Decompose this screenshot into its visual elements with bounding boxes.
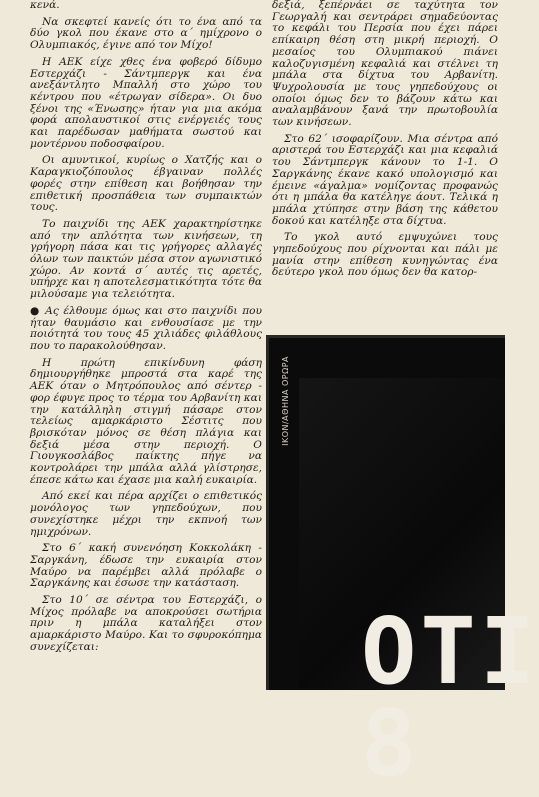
article-column-left — [30, 0, 262, 687]
article-paragraph: Να σκεφτεί κανείς ότι το ένα από τα δύο γκολ που έκανε στο α΄ ημίχρονο ο Ολυμπιακός, έγινε από τον Μίχο! — [30, 15, 262, 52]
article-paragraph: Το παιχνίδι της ΑΕΚ χαρακτηρίστηκε από την απλότητα των κινήσεων, τη γρήγορη πάσα και τις γρήγορες αλλαγές όλων των παικτών μέσα στον αγωνιστικό χώρο. Αν κοντά σ΄ αυτές τις αρετές, υπήρχε και η αποτελεσματικότητα τότε θα μιλούσαμε για τελειότητα. — [30, 217, 262, 301]
article-paragraph: Η ΑΕΚ είχε χθες ένα φοβερό δίδυμο Εστερχάζι - Σάντμπεργκ και ένα ανεξάντλητο Μπαλλή στο χώρο του κέντρου που «έτρωγαν σίδερα». Οι δυο ξένοι της «Ένωσης» ήταν για μια ακόμα φορά απολαυστικοί στις ενέργειές τους και παρέδωσαν μαθήματα σωστού και μοντέρνου ποδοσφαίρου. — [30, 55, 262, 150]
scoreboard-display: ΟΤΙ 8 — [361, 598, 539, 797]
article-paragraph: Από εκεί και πέρα αρχίζει ο επιθετικός μονόλογος των γηπεδούχων, που συνεχίστηκε μέχρι την εκπνοή των ημιχρόνων. — [30, 490, 262, 538]
article-paragraph: Οι αμυντικοί, κυρίως ο Χατζής και ο Καραγκιοζόπουλος έβγαιναν πολλές φορές στην επίθεση και βοήθησαν την επιθετική προσπάθεια των συμπαικτών τους. — [30, 154, 262, 214]
scoreboard-photo — [266, 335, 539, 797]
text-fragment: δεξιά, ξεπέρνάει σε ταχύτητα τον Γεωργαλή και σεντράρει σημαδεύοντας το κεφάλι του Περσία που έχει πάρει επίκαιρη θέση στη μικρή περιοχή. Ο μεσαίος του Ολυμπιακού πιάνει καλοζυγισμένη κεφαλιά και στέλνει τη μπάλα στα δίχτυα του Αρβανίτη. Ψυχρολουσία με τους γηπεδούχους οι οποίοι όμως δεν το βάζουν κάτω και αναλαμβάνουν ξανά την πρωτοβουλία των κινήσεων. — [272, 0, 498, 129]
article-column-right — [272, 0, 498, 324]
article-paragraph: ● Ας έλθουμε όμως και στο παιχνίδι που ήταν θαυμάσιο και ενθουσίασε με την ποιότητά του τους 45 χιλιάδες φιλάθλους που το παρακολούθησαν. — [30, 304, 262, 352]
text-fragment: κενά. — [30, 0, 60, 11]
article-paragraph: Στο 6΄ κακή συνενόηση Κοκκολάκη - Σαργκάνη, έδωσε την ευκαιρία στον Μαύρο να παρέμβει αλλά πρόλαβε ο Σαργκάνης και έσωσε την κατάσταση. — [30, 542, 262, 590]
photo-credit: ΙΚΟΝ/ΑΘΗΝΑ ΟΡΩΡΑ — [281, 356, 290, 446]
article-paragraph: Το γκολ αυτό εμψυχώνει τους γηπεδούχους που ρίχνονται και πάλι με μανία στην επίθεση κυνηγώντας ένα δεύτερο γκολ που όμως δεν θα κατορ- — [272, 231, 498, 279]
article-paragraph: Η πρώτη επικίνδυνη φάση δημιουργήθηκε μπροστά στα καρέ της ΑΕΚ όταν ο Μητρόπουλος από σέντερ - φορ έφυγε προς το τέρμα του Αρβανίτη και την κατάλληλη στιγμή πάσαρε στον τελείως αμαρκάριστο Σέστιτς που βρισκόταν μόνος σε θέση πλάγια και δεξιά μέσα στην περιοχή. Ο Γιουγκοσλάβος παίκτης πήγε να κοντρολάρει την μπάλα αλλά γλίστρησε, έπεσε κάτω και έχασε μια καλή ευκαιρία. — [30, 356, 262, 486]
article-paragraph: Στο 62΄ ισοφαρίζουν. Μια σέντρα από αριστερά του Εστερχάζι και μια κεφαλιά του Σάντμπεργκ κάνουν το 1-1. Ο Σαργκάνης έκανε κακό υπολογισμό και έμεινε «άγαλμα» νομίζοντας προφανώς ότι η μπάλα θα κατέληγε άουτ. Τελικά η μπάλα χτύπησε στην βάση της κάθετου δοκού και κατέληξε στα δίχτυα. — [272, 132, 498, 227]
article-paragraph: Στο 10΄ σε σέντρα του Εστερχάζι, ο Μίχος πρόλαβε να αποκρούσει σωτήρια πριν η μπάλα καταλήξει στον αμαρκάριστο Μαύρο. Και το σφυροκόπημα συνεχίζεται: — [30, 594, 262, 653]
